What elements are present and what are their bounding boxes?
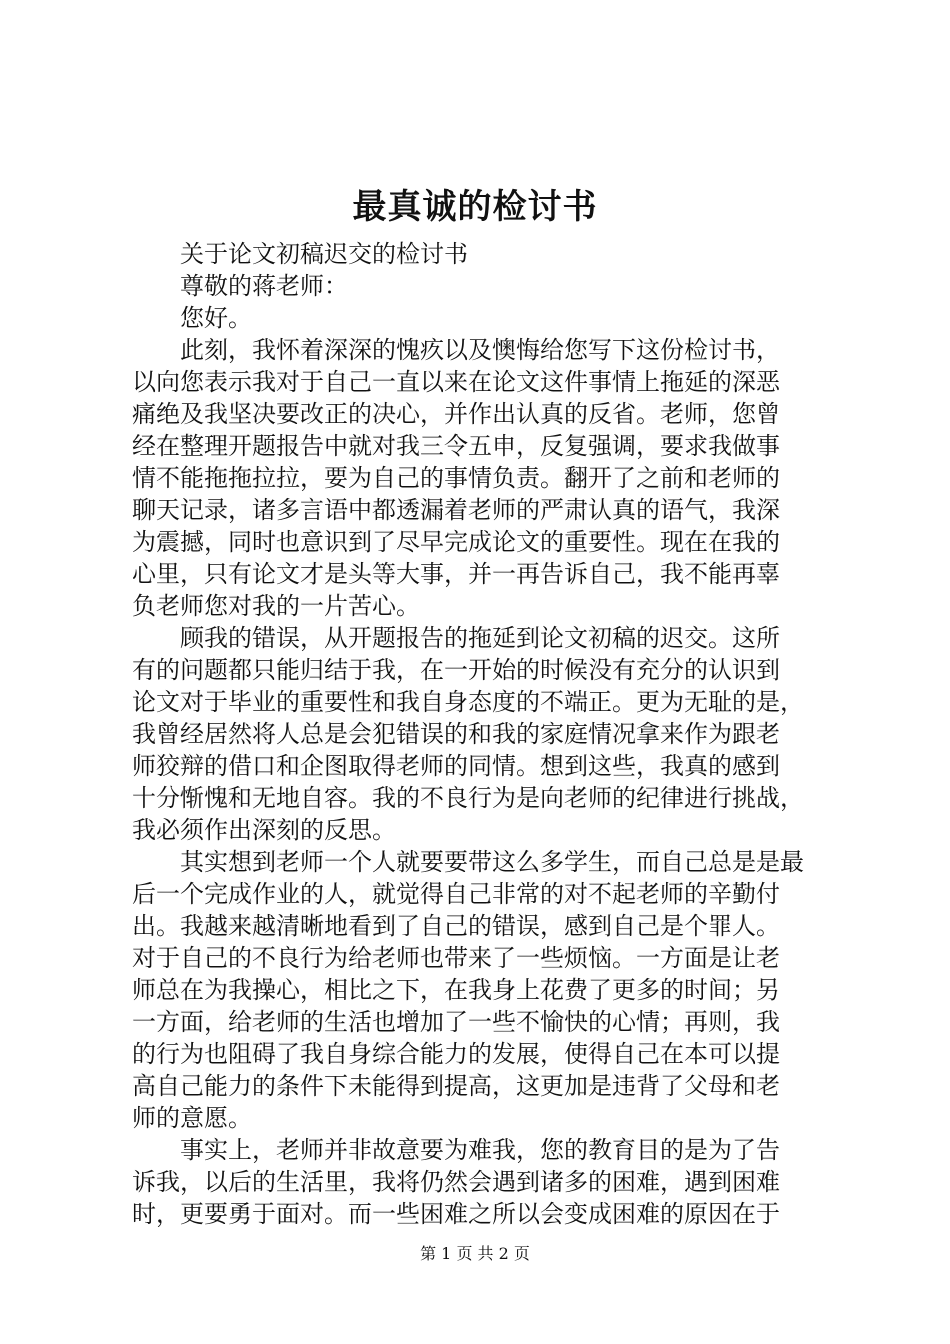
text-line: 其实想到老师一个人就要要带这么多学生，而自己总是是最: [180, 848, 804, 876]
text-line: 以向您表示我对于自己一直以来在论文这件事情上拖延的深恶: [132, 368, 780, 396]
document-body: [132, 238, 832, 1230]
text-line: 聊天记录，诸多言语中都透漏着老师的严肃认真的语气，我深: [132, 496, 780, 524]
text-line: 一方面，给老师的生活也增加了一些不愉快的心情；再则，我: [132, 1008, 780, 1036]
document-title: 最真诚的检讨书: [352, 187, 598, 227]
page-footer: 第 1 页 共 2 页: [420, 1244, 530, 1263]
text-line: 有的问题都只能归结于我，在一开始的时候没有充分的认识到: [132, 656, 780, 684]
text-line: 的行为也阻碍了我自身综合能力的发展，使得自己在本可以提: [132, 1040, 780, 1068]
text-line: 诉我，以后的生活里，我将仍然会遇到诸多的困难，遇到困难: [132, 1168, 780, 1196]
text-line: 事实上，老师并非故意要为难我，您的教育目的是为了告: [180, 1136, 780, 1164]
text-line: 高自己能力的条件下未能得到提高，这更加是违背了父母和老: [132, 1072, 780, 1100]
text-line: 痛绝及我坚决要改正的决心，并作出认真的反省。老师，您曾: [132, 400, 780, 428]
text-line: 时，更要勇于面对。而一些困难之所以会变成困难的原因在于: [132, 1200, 780, 1228]
text-line: 尊敬的蒋老师：: [180, 272, 348, 300]
text-line: 十分惭愧和无地自容。我的不良行为是向老师的纪律进行挑战，: [132, 784, 804, 812]
text-line: 心里，只有论文才是头等大事，并一再告诉自己，我不能再辜: [132, 560, 780, 588]
text-line: 关于论文初稿迟交的检讨书: [180, 240, 468, 268]
text-line: 情不能拖拖拉拉，要为自己的事情负责。翻开了之前和老师的: [132, 464, 780, 492]
text-line: 对于自己的不良行为给老师也带来了一些烦恼。一方面是让老: [132, 944, 780, 972]
text-line: 此刻，我怀着深深的愧疚以及懊悔给您写下这份检讨书，: [180, 336, 780, 364]
text-line: 师的意愿。: [132, 1104, 252, 1132]
text-line: 师狡辩的借口和企图取得老师的同情。想到这些，我真的感到: [132, 752, 780, 780]
text-line: 您好。: [180, 304, 252, 332]
text-line: 我曾经居然将人总是会犯错误的和我的家庭情况拿来作为跟老: [132, 720, 780, 748]
text-line: 出。我越来越清晰地看到了自己的错误，感到自己是个罪人。: [132, 912, 780, 940]
text-line: 我必须作出深刻的反思。: [132, 816, 396, 844]
text-line: 负老师您对我的一片苦心。: [132, 592, 420, 620]
text-line: 为震撼，同时也意识到了尽早完成论文的重要性。现在在我的: [132, 528, 780, 556]
text-line: 论文对于毕业的重要性和我自身态度的不端正。更为无耻的是，: [132, 688, 804, 716]
text-line: 师总在为我操心，相比之下，在我身上花费了更多的时间；另: [132, 976, 780, 1004]
text-line: 后一个完成作业的人，就觉得自己非常的对不起老师的辛勤付: [132, 880, 780, 908]
text-line: 顾我的错误，从开题报告的拖延到论文初稿的迟交。这所: [180, 624, 780, 652]
text-line: 经在整理开题报告中就对我三令五申，反复强调，要求我做事: [132, 432, 780, 460]
